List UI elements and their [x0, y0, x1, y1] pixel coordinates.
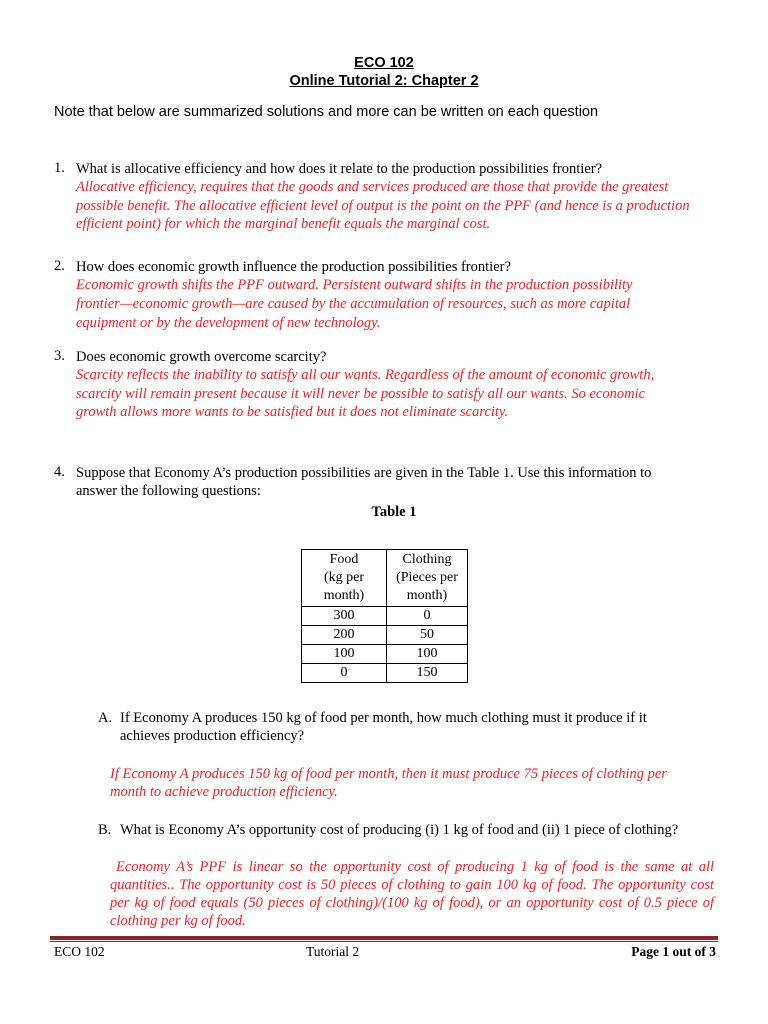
subquestion-text: What is Economy A’s opportunity cost of producing (i) 1 kg of food and (ii) 1 piece of clothing?: [120, 822, 679, 838]
table-cell-clothing: 150: [387, 664, 468, 683]
footer-rule: [50, 936, 718, 940]
answer-line: scarcity will remain present because it will never be possible to satisfy all our wants. So economic: [76, 385, 646, 402]
table-header-row: [302, 550, 468, 607]
answer-line: Allocative efficiency, requires that the goods and services produced are those that provide the greatest: [76, 179, 669, 195]
table-row: [302, 626, 468, 645]
subquestion-a-answer: If Economy A produces 150 kg of food per month, then it must produce 75 pieces of clothing per month to achieve production efficiency.: [110, 766, 667, 800]
header-line: Food: [329, 552, 359, 567]
question-number: 2.: [54, 258, 65, 274]
question-2: [54, 258, 734, 333]
footer-rule-thin: [50, 941, 718, 942]
table-cell-food: 100: [302, 645, 387, 664]
question-text: Does economic growth overcome scarcity?: [76, 349, 327, 365]
header-line: Clothing: [402, 552, 452, 567]
question-1: [54, 160, 734, 234]
question-3: [54, 348, 734, 422]
question-line: answer the following questions:: [76, 483, 261, 499]
header-line: month): [406, 588, 448, 603]
table-cell-clothing: 50: [387, 626, 468, 645]
question-text: How does economic growth influence the production possibilities frontier?: [76, 259, 511, 275]
answer-text: [76, 276, 734, 333]
subquestion-b: [98, 821, 738, 839]
table-header-clothing: [387, 550, 468, 607]
table-cell-clothing: 100: [387, 645, 468, 664]
table-header-food: [302, 550, 387, 607]
footer-course: ECO 102: [54, 944, 105, 959]
answer-text: [76, 178, 734, 234]
answer-line: growth allows more wants to be satisfied but it does not eliminate scarcity.: [76, 404, 509, 420]
table-cell-clothing: 0: [387, 607, 468, 626]
question-line: Suppose that Economy A’s production possibilities are given in the Table 1. Use this information to: [76, 465, 652, 481]
header-line: (kg per: [323, 570, 365, 585]
table-row: [302, 607, 468, 626]
header-line: (Pieces per: [396, 570, 458, 585]
header-line: month): [323, 588, 365, 603]
subquestion-label: A.: [98, 710, 113, 726]
question-text: [76, 464, 734, 500]
subquestion-text: If Economy A produces 150 kg of food per month, how much clothing must it produce if it achieves production efficiency?: [120, 710, 647, 744]
table-row: [302, 645, 468, 664]
answer-text: [76, 366, 734, 422]
footer-page-number: Page 1 out of 3: [631, 944, 716, 959]
intro-note: Note that below are summarized solutions and more can be written on each question: [54, 104, 599, 120]
question-number: 1.: [54, 160, 65, 176]
table-cell-food: 200: [302, 626, 387, 645]
subquestion-b-answer: Economy A’s PPF is linear so the opportunity cost of producing 1 kg of food is the same at all quantities.. The opportunity cost is 50 pieces of clothing to gain 100 kg of food. The opportunity cost per kg of food equals (50 pieces of clothing)/(100 kg of food), or an opportunity cost of 0.5 piece of clothing per kg of food.: [110, 859, 714, 929]
question-4: [54, 464, 734, 500]
answer-line: Scarcity reflects the inability to satisfy all our wants. Regardless of the amount of economic growth,: [76, 367, 655, 383]
subquestion-label: B.: [98, 822, 112, 838]
question-number: 4.: [54, 464, 65, 480]
document-subtitle: Online Tutorial 2: Chapter 2: [289, 73, 479, 89]
question-number: 3.: [54, 348, 65, 364]
table-row: [302, 664, 468, 683]
footer-title: Tutorial 2: [306, 944, 360, 959]
answer-line: Economic growth shifts the PPF outward. Persistent outward shifts in the production possibility: [76, 277, 633, 293]
course-title: ECO 102: [354, 55, 414, 71]
table-cell-food: 0: [302, 664, 387, 683]
answer-line: possible benefit. The allocative efficient level of output is the point on the PPF (and hence is a production: [76, 197, 690, 214]
answer-line: efficient point) for which the marginal benefit equals the marginal cost.: [76, 216, 491, 232]
table-title: Table 1: [371, 504, 417, 520]
answer-line: equipment or by the development of new technology.: [76, 315, 381, 331]
production-possibilities-table: [301, 549, 468, 683]
answer-line: frontier—economic growth—are caused by the accumulation of resources, such as more capital: [76, 296, 631, 312]
subquestion-a: [98, 709, 738, 745]
table-cell-food: 300: [302, 607, 387, 626]
question-text: What is allocative efficiency and how does it relate to the production possibilities frontier?: [76, 161, 603, 177]
